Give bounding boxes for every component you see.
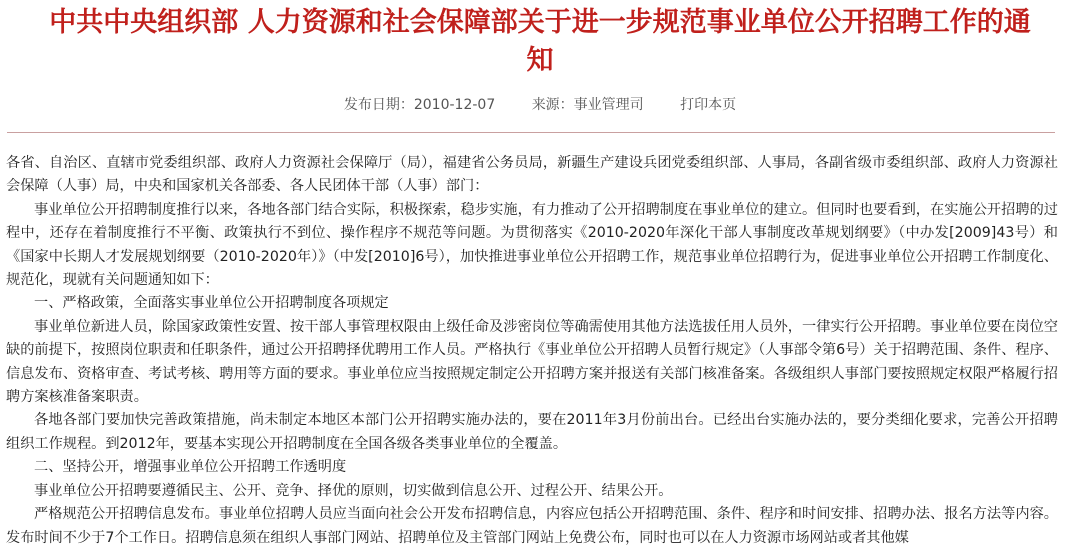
print-page-link[interactable]: 打印本页 xyxy=(680,97,737,113)
intro-paragraph: 事业单位公开招聘制度推行以来，各地各部门结合实际，积极探索，稳步实施，有力推动了公开招聘制度在事业单位的建立。但同时也要看到，在实施公开招聘的过程中，还存在着制度推行不平衡、政策执行不到位、操作程序不规范等问题。为贯彻落实《2010-2020年深化干部人事制度改革规划纲要》（中办发[2009]43号）和《国家中长期人才发展规划纲要（2010-2020年）》（中发[2010]6号），加快推进事业单位公开招聘工作，规范事业单位招聘行为，促进事业单位公开招聘工作制度化、规范化，现就有关问题通知如下： xyxy=(6,201,1058,289)
article-source: 来源：事业管理司 xyxy=(531,97,644,113)
page-title xyxy=(0,4,1080,80)
body-paragraph: 严格规范公开招聘信息发布。事业单位招聘人员应当面向社会公开发布招聘信息，内容应包括公开招聘范围、条件、程序和时间安排、招聘办法、报名方法等内容。发布时间不少于7个工作日。招聘信息须在组织人事部门网站、招聘单位及主管部门网站上免费公布，同时也可以在人力资源市场网站或者其他媒 xyxy=(6,506,1058,546)
body-paragraph: 各地各部门要加快完善政策措施，尚未制定本地区本部门公开招聘实施办法的，要在2011年3月份前出台。已经出台实施办法的，要分类细化要求，完善公开招聘组织工作规程。到2012年，要基本实现公开招聘制度在全国各级各类事业单位的全覆盖。 xyxy=(6,412,1058,452)
body-paragraph: 事业单位公开招聘要遵循民主、公开、竞争、择优的原则，切实做到信息公开、过程公开、结果公开。 xyxy=(34,482,673,499)
article-meta xyxy=(0,95,1080,115)
body-paragraph: 事业单位新进人员，除国家政策性安置、按干部人事管理权限由上级任命及涉密岗位等确需使用其他方法选拔任用人员外，一律实行公开招聘。事业单位要在岗位空缺的前提下，按照岗位职责和任职条件，通过公开招聘择优聘用工作人员。严格执行《事业单位公开招聘人员暂行规定》（人事部令第6号）关于招聘范围、条件、程序、信息发布、资格审查、考试考核、聘用等方面的要求。事业单位应当按照规定制定公开招聘方案并报送有关部门核准备案。各级组织人事部门要按照规定权限严格履行招聘方案核准备案职责。 xyxy=(6,318,1058,406)
publish-date: 发布日期：2010-12-07 xyxy=(343,97,496,113)
page-title-line-1: 中共中央组织部 人力资源和社会保障部关于进一步规范事业单位公开招聘工作的通 xyxy=(49,7,1031,38)
article-body xyxy=(6,152,1058,550)
section-heading-1: 一、严格政策，全面落实事业单位公开招聘制度各项规定 xyxy=(34,295,389,312)
section-heading-2: 二、坚持公开，增强事业单位公开招聘工作透明度 xyxy=(34,459,347,476)
salutation-paragraph: 各省、自治区、直辖市党委组织部、政府人力资源社会保障厅（局），福建省公务员局，新疆生产建设兵团党委组织部、人事局，各副省级市委组织部、政府人力资源社会保障（人事）局，中央和国家机关各部委、各人民团体干部（人事）部门： xyxy=(6,155,1058,195)
page-title-line-2: 知 xyxy=(526,45,554,76)
title-divider xyxy=(7,132,1055,133)
